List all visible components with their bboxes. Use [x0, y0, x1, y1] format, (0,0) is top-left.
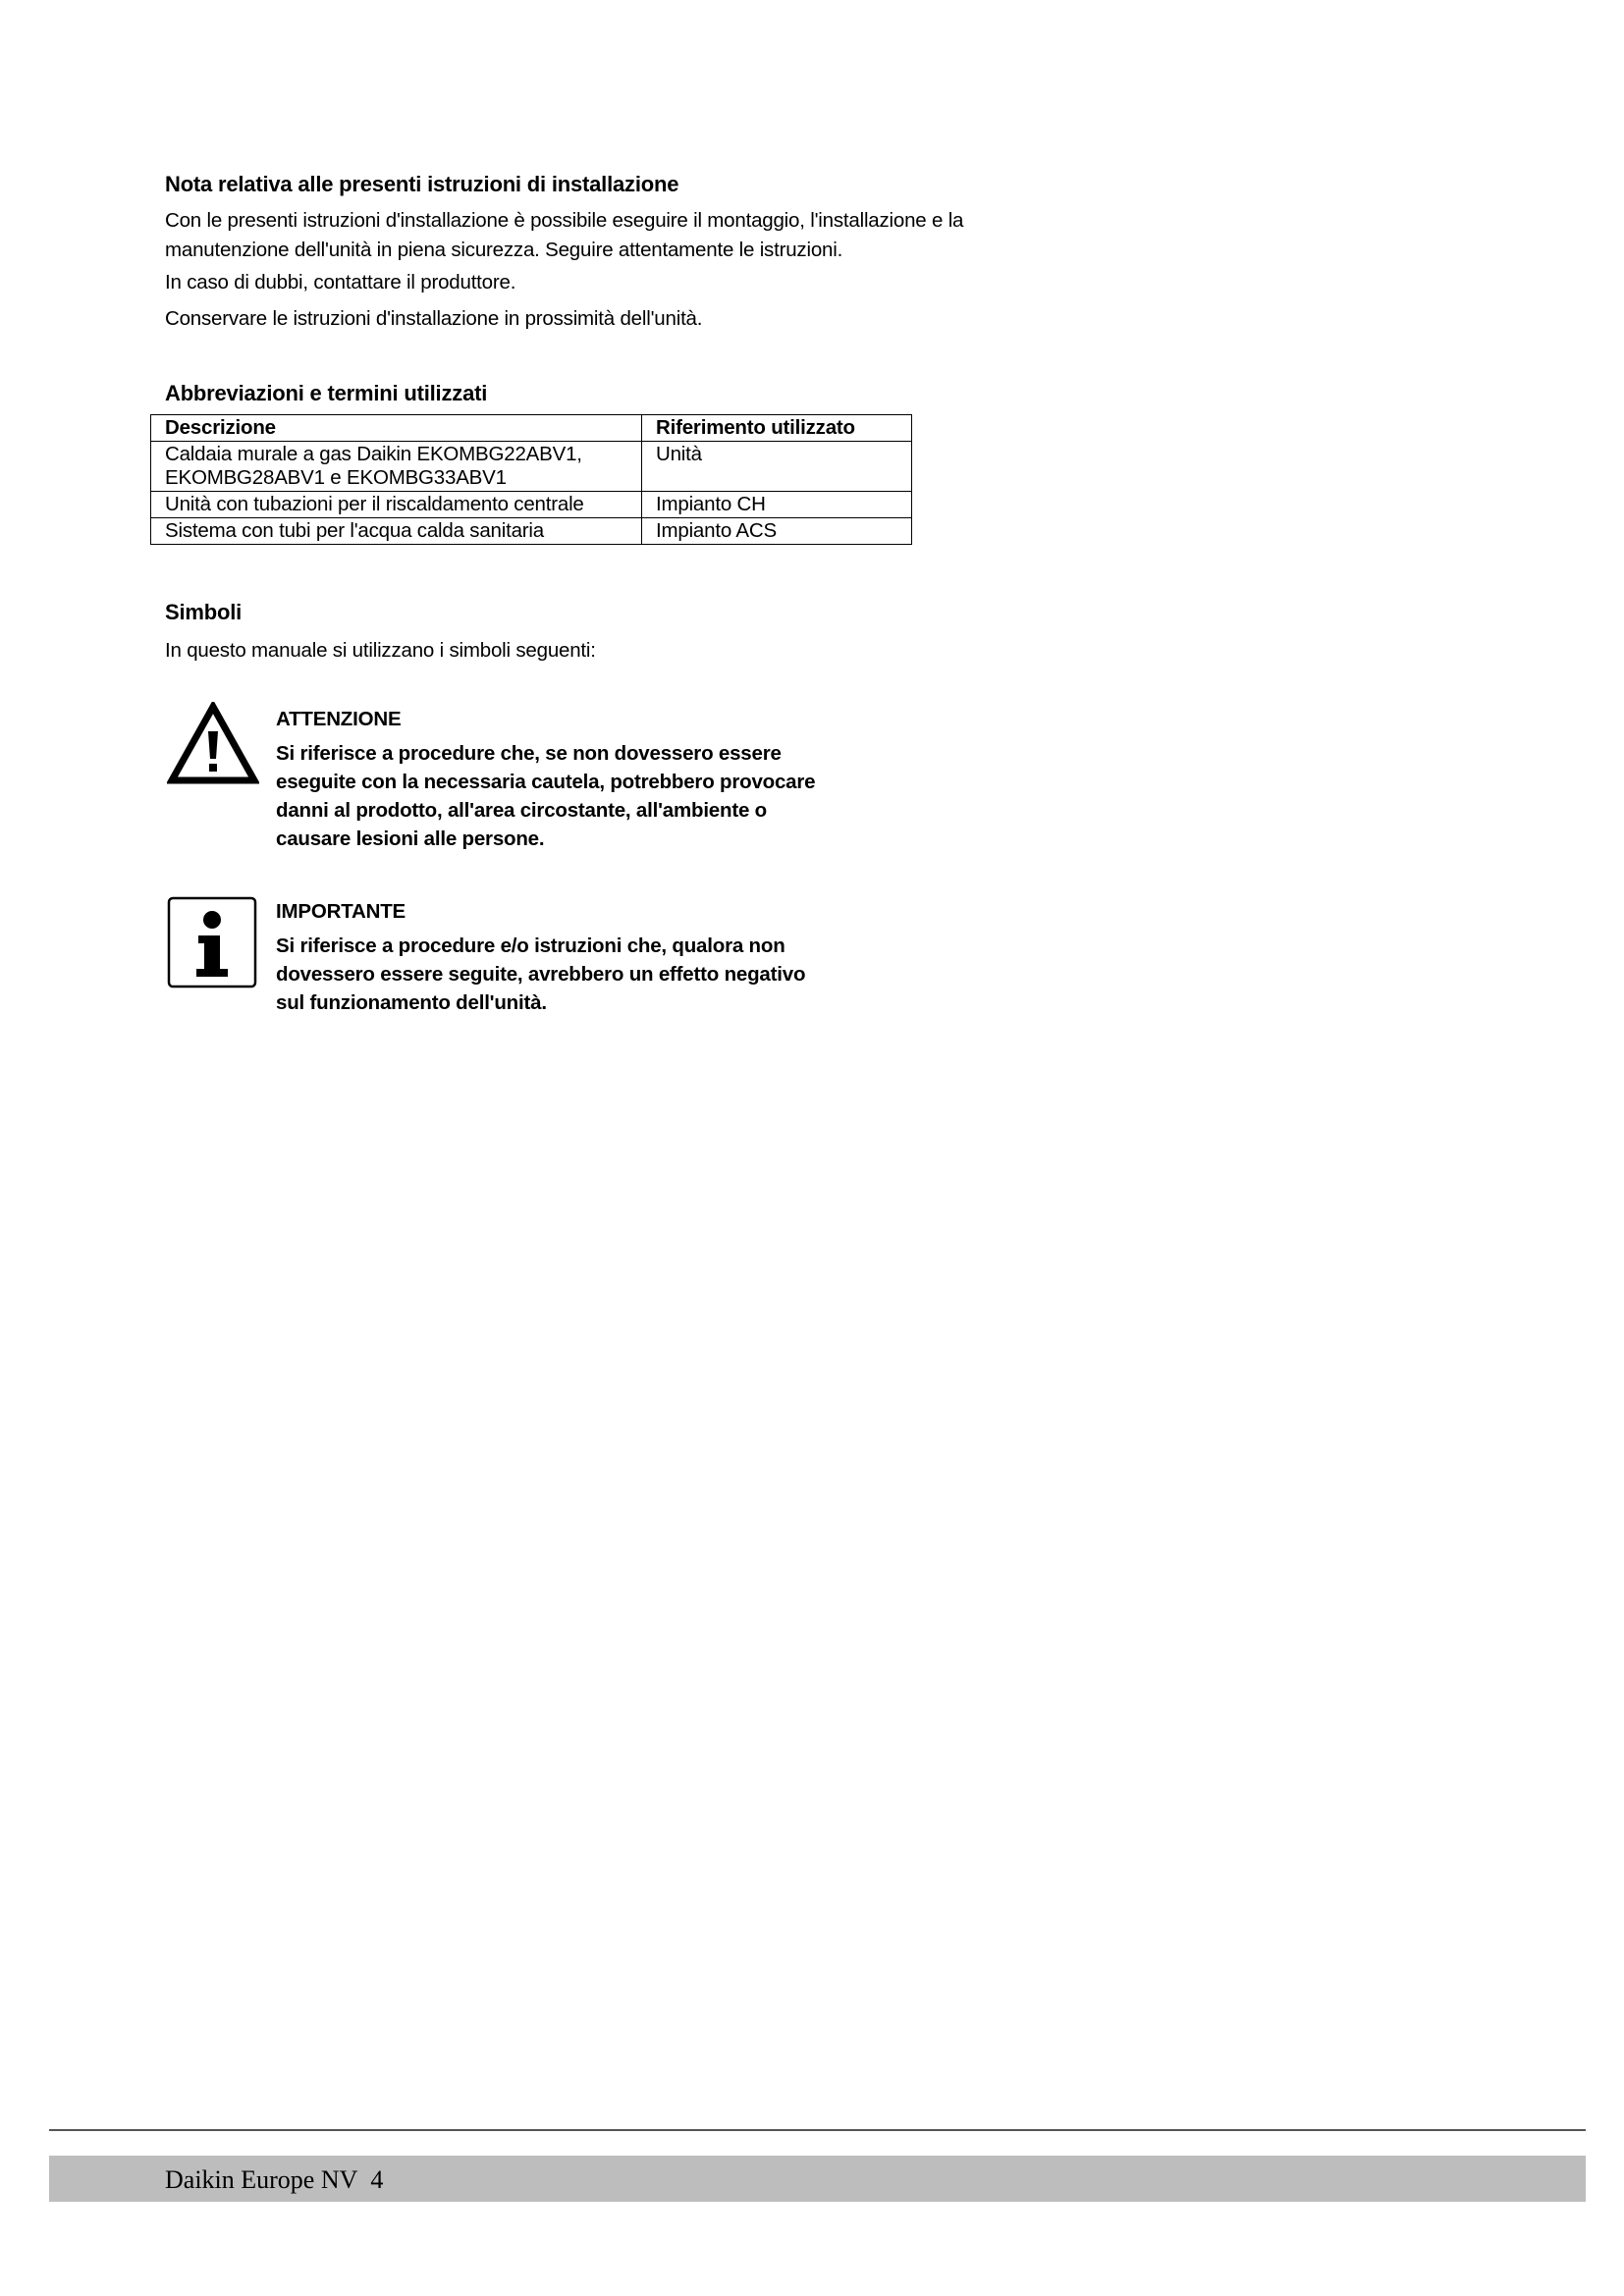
symbols-intro: In questo manuale si utilizzano i simboli seguenti:: [165, 639, 596, 662]
table-cell-reference: Unità: [642, 442, 912, 492]
note-line-1: Con le presenti istruzioni d'installazione è possibile eseguire il montaggio, l'installazione e la: [165, 209, 964, 232]
info-icon: [167, 896, 257, 988]
warning-line: eseguite con la necessaria cautela, potrebbero provocare: [276, 771, 816, 793]
warning-line: Si riferisce a procedure che, se non dovessero essere: [276, 742, 782, 765]
important-title: IMPORTANTE: [276, 900, 406, 923]
note-line-4: Conservare le istruzioni d'installazione in prossimità dell'unità.: [165, 307, 703, 330]
table-row: [151, 492, 912, 518]
column-header: Descrizione: [151, 415, 642, 442]
table-cell-description: Unità con tubazioni per il riscaldamento centrale: [151, 492, 642, 518]
warning-title: ATTENZIONE: [276, 708, 402, 730]
footer-company: Daikin Europe NV: [165, 2165, 358, 2194]
footer-bar: [49, 2156, 1586, 2202]
important-line: dovessero essere seguite, avrebbero un effetto negativo: [276, 963, 806, 986]
warning-triangle-icon: [167, 702, 259, 786]
symbols-heading: Simboli: [165, 600, 243, 624]
table-cell-description: [151, 442, 642, 492]
table-cell-reference: Impianto CH: [642, 492, 912, 518]
column-header: Riferimento utilizzato: [642, 415, 912, 442]
footer-text: [165, 2165, 383, 2195]
description-line: EKOMBG28ABV1 e EKOMBG33ABV1: [165, 466, 507, 489]
table-cell-reference: Impianto ACS: [642, 518, 912, 545]
table-cell-description: Sistema con tubi per l'acqua calda sanitaria: [151, 518, 642, 545]
footer-page-number: 4: [370, 2165, 384, 2194]
warning-line: causare lesioni alle persone.: [276, 828, 545, 850]
note-heading: Nota relativa alle presenti istruzioni di installazione: [165, 172, 679, 196]
important-line: sul funzionamento dell'unità.: [276, 991, 547, 1014]
table-row: [151, 518, 912, 545]
note-line-2: manutenzione dell'unità in piena sicurezza. Seguire attentamente le istruzioni.: [165, 239, 843, 261]
important-line: Si riferisce a procedure e/o istruzioni che, qualora non: [276, 934, 785, 957]
note-line-3: In caso di dubbi, contattare il produttore.: [165, 271, 516, 294]
abbreviations-heading: Abbreviazioni e termini utilizzati: [165, 381, 488, 405]
footer-divider: [49, 2129, 1586, 2131]
table-header-row: [151, 415, 912, 442]
description-line: Caldaia murale a gas Daikin EKOMBG22ABV1,: [165, 443, 582, 465]
table-row: [151, 442, 912, 492]
warning-line: danni al prodotto, all'area circostante, all'ambiente o: [276, 799, 767, 822]
abbreviations-table: [150, 414, 912, 545]
